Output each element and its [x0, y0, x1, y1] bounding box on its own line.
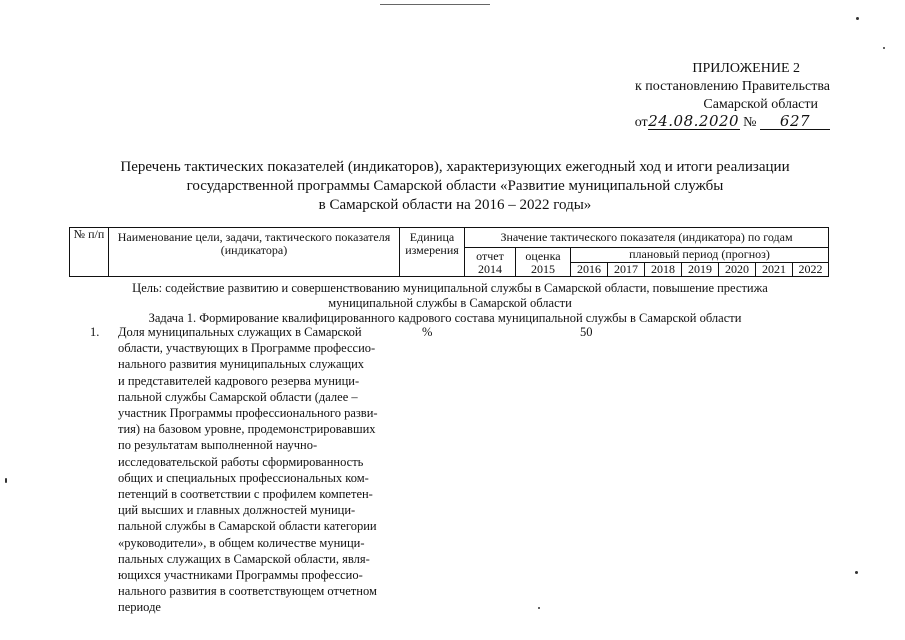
year-2021: 2021: [756, 263, 793, 277]
scan-artifact-speck: [5, 478, 7, 483]
scan-artifact-line: [380, 4, 490, 5]
indicator-line: Доля муниципальных служащих в Самарской: [118, 325, 362, 339]
indicator-line: нального развития в соответствующем отчетном: [118, 584, 377, 599]
title-line-3: в Самарской области на 2016 – 2022 годы»: [318, 197, 592, 213]
indicator-line: и представителей кадрового резерва муници-: [118, 373, 360, 388]
from-label: от: [634, 115, 648, 130]
indicators-table-header: [69, 227, 829, 277]
unit-value: %: [422, 325, 433, 339]
scan-artifact-speck: [538, 607, 540, 609]
year-2018: 2018: [645, 263, 682, 277]
col-values-header: Значение тактического показателя (индикатора) по годам: [465, 228, 829, 248]
year-2022: 2022: [793, 263, 829, 277]
indicator-line: исследовательской работы сформированность: [118, 454, 364, 469]
estimate-label: оценка: [525, 249, 561, 263]
estimate-year: 2015: [531, 262, 555, 276]
col-number-header: № п/п: [70, 228, 109, 277]
indicator-line: ций высших и главных должностей муници-: [118, 503, 356, 518]
scan-artifact-speck: [883, 47, 885, 49]
indicator-line: тия) на базовом уровне, продемонстрировавших: [118, 422, 376, 437]
year-2020: 2020: [719, 263, 756, 277]
col-name-header: Наименование цели, задачи, тактического показателя (индикатора): [109, 228, 400, 277]
indicator-line: области, участвующих в Программе профессио-: [118, 341, 376, 356]
handwritten-number: 627: [760, 114, 830, 130]
indicator-line: петенций в соответствии с профилем компетен-: [118, 487, 373, 502]
indicator-line: пальной службы в Самарской области категории: [118, 519, 377, 534]
appendix-block: [560, 60, 830, 132]
indicator-value: 50: [580, 325, 593, 339]
indicator-line: общих и специальных профессиональных ком-: [118, 470, 369, 485]
indicator-line: периоде: [118, 600, 161, 615]
indicator-line: пальной службы Самарской области (далее –: [118, 389, 358, 404]
report-header: [465, 248, 516, 277]
indicator-name: [118, 324, 386, 616]
report-year: 2014: [478, 262, 502, 276]
scan-artifact-speck: [855, 571, 858, 574]
report-label: отчет: [476, 249, 504, 263]
appendix-decree-line: к постановлению Правительства: [634, 79, 830, 94]
year-2019: 2019: [682, 263, 719, 277]
document-title: [60, 158, 850, 215]
task-text: Задача 1. Формирование квалифицированного кадрового состава муниципальной службы в Самарской области: [148, 311, 742, 325]
year-2016: 2016: [571, 263, 608, 277]
title-line-2: государственной программы Самарской области «Развитие муниципальной службы: [186, 178, 724, 194]
appendix-region-line: Самарской области: [703, 97, 818, 112]
indicator-line: нального развития муниципальных служащих: [118, 357, 365, 372]
row-number: 1.: [90, 325, 100, 339]
number-label: №: [743, 115, 757, 130]
scan-artifact-speck: [856, 17, 859, 20]
title-line-1: Перечень тактических показателей (индикаторов), характеризующих ежегодный ход и итоги реализации: [120, 159, 790, 175]
indicator-line: участник Программы профессионального разви-: [118, 406, 378, 421]
goal-text: Цель: содействие развитию и совершенствованию муниципальной службы в Самарской области, повышение престижа муниципальной службы в Самарской области: [132, 281, 768, 310]
estimate-header: [516, 248, 571, 277]
planned-period-header: плановый период (прогноз): [571, 248, 829, 263]
col-unit-header: Единица измерения: [400, 228, 465, 277]
indicator-line: «руководители», в общем количестве муници-: [118, 535, 365, 550]
year-2017: 2017: [608, 263, 645, 277]
indicator-line: по результатам выполненной научно-: [118, 438, 318, 453]
indicator-line: ющихся участниками Программы профессио-: [118, 568, 363, 583]
indicator-line: пальных служащих в Самарской области, явля-: [118, 551, 370, 566]
handwritten-date: 24.08.2020: [648, 112, 740, 130]
appendix-date-number-line: [560, 114, 830, 132]
appendix-title: ПРИЛОЖЕНИЕ 2: [692, 61, 800, 76]
